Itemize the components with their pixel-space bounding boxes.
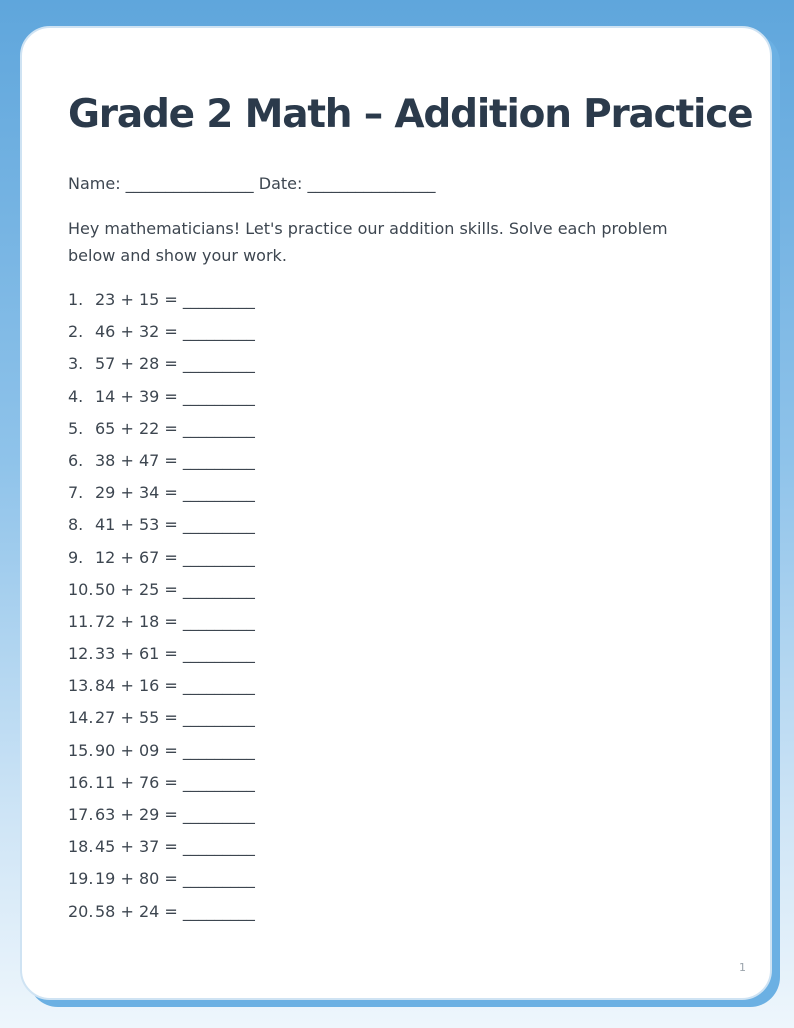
problem-item (68, 610, 255, 642)
problem-number: 13. (68, 676, 94, 696)
problem-item (68, 867, 255, 899)
problem-number: 9. (68, 547, 84, 567)
problem-number: 16. (68, 772, 94, 792)
problem-text: 84 + 16 = _________ (95, 676, 255, 696)
problem-text: 33 + 61 = _________ (95, 644, 255, 664)
problem-text: 57 + 28 = _________ (95, 354, 255, 374)
problem-text: 65 + 22 = _________ (95, 418, 255, 438)
problem-text: 63 + 29 = _________ (95, 805, 255, 824)
problem-item (68, 417, 255, 449)
problem-item (68, 739, 255, 771)
problem-text: 19 + 80 = _________ (95, 869, 255, 889)
problem-item (68, 385, 255, 417)
problem-number: 15. (68, 740, 94, 760)
problem-item (68, 513, 255, 545)
name-date-line: Name: ________________ Date: ________________ (68, 174, 436, 193)
problem-number: 11. (68, 611, 94, 631)
problem-number: 6. (68, 450, 84, 470)
problem-number: 18. (68, 837, 94, 857)
problem-number: 7. (68, 483, 84, 503)
problem-text: 38 + 47 = _________ (95, 450, 255, 470)
problem-text: 23 + 15 = _________ (95, 290, 255, 309)
problem-text: 45 + 37 = _________ (95, 837, 255, 857)
problem-number: 2. (68, 322, 84, 342)
problem-item (68, 674, 255, 706)
intro-paragraph: Hey mathematicians! Let's practice our addition skills. Solve each problem below and show your work. (68, 219, 668, 265)
problem-number: 5. (68, 418, 84, 438)
page-title: Grade 2 Math – Addition Practice (68, 92, 753, 137)
problem-item (68, 642, 255, 674)
problem-text: 46 + 32 = _________ (95, 322, 255, 342)
problem-text: 50 + 25 = _________ (95, 579, 255, 599)
problem-item (68, 803, 255, 835)
problem-text: 29 + 34 = _________ (95, 483, 255, 503)
problem-text: 58 + 24 = _________ (95, 901, 255, 921)
problem-item (68, 449, 255, 481)
problem-number: 3. (68, 354, 84, 374)
problem-text: 72 + 18 = _________ (95, 611, 255, 631)
problem-number: 19. (68, 869, 94, 889)
problem-list (68, 288, 255, 932)
problem-number: 4. (68, 386, 84, 406)
problem-text: 90 + 09 = _________ (95, 740, 255, 760)
problem-item (68, 835, 255, 867)
problem-item (68, 578, 255, 610)
problem-item (68, 481, 255, 513)
problem-text: 14 + 39 = _________ (95, 386, 255, 406)
problem-item (68, 706, 255, 738)
problem-item (68, 900, 255, 932)
problem-item (68, 320, 255, 352)
problem-item (68, 288, 255, 320)
problem-number: 8. (68, 515, 84, 535)
page-number: 1 (739, 961, 746, 974)
problem-item (68, 771, 255, 803)
worksheet-page (20, 26, 772, 1000)
problem-text: 41 + 53 = _________ (95, 515, 255, 535)
problem-text: 11 + 76 = _________ (95, 772, 255, 792)
problem-text: 12 + 67 = _________ (95, 547, 255, 567)
problem-text: 27 + 55 = _________ (95, 708, 255, 728)
problem-item (68, 546, 255, 578)
problem-number: 14. (68, 708, 94, 728)
problem-number: 12. (68, 644, 94, 664)
problem-number: 10. (68, 579, 94, 599)
problem-number: 17. (68, 805, 94, 824)
problem-number: 20. (68, 901, 94, 921)
problem-item (68, 352, 255, 384)
problem-number: 1. (68, 290, 84, 309)
